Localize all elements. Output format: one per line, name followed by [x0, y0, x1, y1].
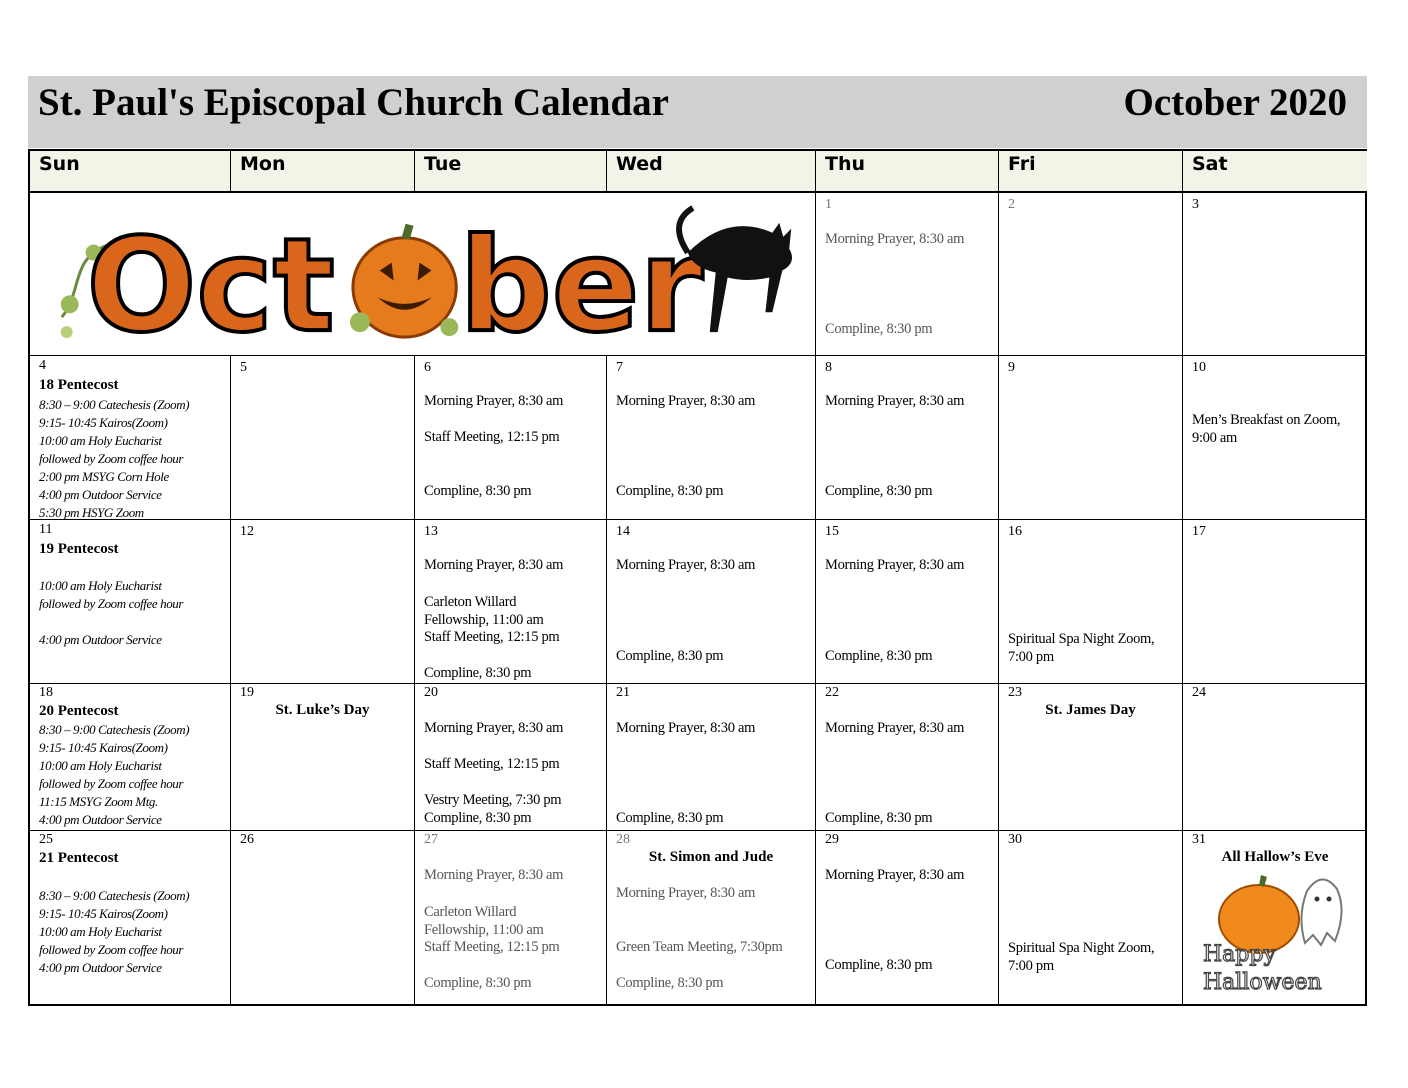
schedule-line: followed by Zoom coffee hour — [39, 776, 184, 791]
jack-o-lantern-icon — [350, 224, 458, 337]
day-cell-25 — [30, 831, 231, 1006]
day-number: 16 — [1008, 524, 1022, 539]
calendar-grid — [28, 149, 1367, 1006]
day-cell-12 — [231, 520, 415, 684]
schedule-line: 10:00 am Holy Eucharist — [39, 924, 162, 939]
day-number: 7 — [616, 360, 623, 375]
happy-text: Happy — [1203, 942, 1276, 967]
day-number: 18 — [39, 685, 53, 700]
event: Compline, 8:30 pm — [825, 321, 933, 337]
day-cell-18 — [30, 684, 231, 831]
day-cell-14 — [607, 520, 816, 684]
schedule-line: 8:30 – 9:00 Catechesis (Zoom) — [39, 722, 190, 737]
october-banner — [30, 193, 816, 356]
schedule-line: 4:00 pm Outdoor Service — [39, 632, 162, 647]
day-header-fri: Fri — [999, 151, 1183, 193]
day-cell-10 — [1183, 356, 1367, 520]
day-cell-22 — [816, 684, 999, 831]
day-cell-19 — [231, 684, 415, 831]
event: Morning Prayer, 8:30 am — [424, 720, 564, 736]
calendar-header — [28, 76, 1367, 148]
day-number: 28 — [616, 832, 630, 847]
event: Morning Prayer, 8:30 am — [424, 867, 564, 883]
event: Morning Prayer, 8:30 am — [825, 231, 965, 247]
liturgical-day: 21 Pentecost — [39, 850, 119, 866]
day-cell-2 — [999, 193, 1183, 356]
october-banner-art — [30, 193, 815, 355]
event: Morning Prayer, 8:30 am — [616, 557, 756, 573]
event: Morning Prayer, 8:30 am — [825, 393, 965, 409]
ghost-icon — [1301, 879, 1341, 945]
event: Carleton Willard Fellowship, 11:00 am — [424, 904, 544, 938]
schedule-line: 5:30 pm HSYG Zoom — [39, 505, 144, 520]
day-cell-8 — [816, 356, 999, 520]
day-number: 30 — [1008, 832, 1022, 847]
day-number: 14 — [616, 524, 630, 539]
day-cell-17 — [1183, 520, 1367, 684]
event: Compline, 8:30 pm — [616, 648, 724, 664]
day-cell-4 — [30, 356, 231, 520]
event: Compline, 8:30 pm — [616, 975, 724, 991]
schedule-line: 9:15- 10:45 Kairos(Zoom) — [39, 906, 168, 921]
day-header-sun: Sun — [30, 151, 231, 193]
liturgical-day: 19 Pentecost — [39, 541, 119, 557]
calendar-title: St. Paul's Episcopal Church Calendar — [38, 81, 669, 124]
schedule-line: 4:00 pm Outdoor Service — [39, 487, 162, 502]
event: Compline, 8:30 pm — [825, 483, 933, 499]
day-number: 27 — [424, 832, 438, 847]
schedule-line: 9:15- 10:45 Kairos(Zoom) — [39, 740, 168, 755]
day-number: 29 — [825, 832, 839, 847]
day-number: 19 — [240, 685, 254, 700]
day-number: 22 — [825, 685, 839, 700]
event: Staff Meeting, 12:15 pm — [424, 629, 560, 645]
event: Compline, 8:30 pm — [424, 665, 532, 681]
day-number: 1 — [825, 197, 832, 212]
liturgical-day: 20 Pentecost — [39, 703, 119, 719]
event: Compline, 8:30 pm — [825, 957, 933, 973]
event: Staff Meeting, 12:15 pm — [424, 939, 560, 955]
feast-day: St. Simon and Jude — [648, 849, 774, 865]
event: Morning Prayer, 8:30 am — [424, 393, 564, 409]
day-cell-5 — [231, 356, 415, 520]
day-header-wed: Wed — [607, 151, 816, 193]
day-cell-28 — [607, 831, 816, 1006]
feast-day: St. Luke’s Day — [275, 702, 370, 718]
event: Morning Prayer, 8:30 am — [616, 393, 756, 409]
schedule-line: followed by Zoom coffee hour — [39, 942, 184, 957]
day-number: 20 — [424, 685, 438, 700]
event: Spiritual Spa Night Zoom, 7:00 pm — [1008, 940, 1155, 974]
event: Compline, 8:30 pm — [424, 975, 532, 991]
feast-day: All Hallow’s Eve — [1221, 849, 1329, 865]
day-number: 4 — [39, 358, 46, 373]
day-cell-9 — [999, 356, 1183, 520]
day-cell-30 — [999, 831, 1183, 1006]
day-cell-3 — [1183, 193, 1367, 356]
day-cell-23 — [999, 684, 1183, 831]
event: Staff Meeting, 12:15 pm — [424, 756, 560, 772]
day-cell-26 — [231, 831, 415, 1006]
day-number: 31 — [1192, 832, 1206, 847]
event: Spiritual Spa Night Zoom, 7:00 pm — [1008, 631, 1155, 665]
calendar-month: October 2020 — [1123, 81, 1347, 124]
schedule-line: 9:15- 10:45 Kairos(Zoom) — [39, 415, 168, 430]
event: Compline, 8:30 pm — [616, 810, 724, 826]
schedule-line: 4:00 pm Outdoor Service — [39, 960, 162, 975]
event: Compline, 8:30 pm — [616, 483, 724, 499]
schedule-line: 2:00 pm MSYG Corn Hole — [39, 469, 169, 484]
happy-halloween-art — [1197, 871, 1357, 999]
day-number: 10 — [1192, 360, 1206, 375]
day-number: 15 — [825, 524, 839, 539]
schedule-line: 8:30 – 9:00 Catechesis (Zoom) — [39, 397, 190, 412]
schedule-line: 4:00 pm Outdoor Service — [39, 812, 162, 827]
day-number: 8 — [825, 360, 832, 375]
day-number: 12 — [240, 524, 254, 539]
event: Morning Prayer, 8:30 am — [825, 557, 965, 573]
day-cell-29 — [816, 831, 999, 1006]
schedule-line: 10:00 am Holy Eucharist — [39, 758, 162, 773]
event: Compline, 8:30 pm — [825, 648, 933, 664]
schedule-line: 11:15 MSYG Zoom Mtg. — [39, 794, 158, 809]
day-number: 17 — [1192, 524, 1206, 539]
event: Compline, 8:30 pm — [424, 483, 532, 499]
day-header-sat: Sat — [1183, 151, 1367, 193]
event: Carleton Willard Fellowship, 11:00 am — [424, 594, 544, 628]
day-number: 21 — [616, 685, 630, 700]
event: Green Team Meeting, 7:30pm — [616, 939, 783, 955]
day-cell-7 — [607, 356, 816, 520]
day-cell-11 — [30, 520, 231, 684]
event: Morning Prayer, 8:30 am — [424, 557, 564, 573]
event: Compline, 8:30 pm — [825, 810, 933, 826]
day-header-thu: Thu — [816, 151, 999, 193]
day-cell-13 — [415, 520, 607, 684]
event: Compline, 8:30 pm — [424, 810, 532, 826]
day-number: 9 — [1008, 360, 1015, 375]
day-number: 11 — [39, 522, 53, 537]
event: Morning Prayer, 8:30 am — [616, 885, 756, 901]
day-cell-6 — [415, 356, 607, 520]
day-number: 3 — [1192, 197, 1199, 212]
day-cell-27 — [415, 831, 607, 1006]
day-number: 23 — [1008, 685, 1022, 700]
day-number: 5 — [240, 360, 247, 375]
day-header-mon: Mon — [231, 151, 415, 193]
schedule-line: followed by Zoom coffee hour — [39, 451, 184, 466]
event: Men’s Breakfast on Zoom, 9:00 am — [1192, 412, 1341, 446]
day-number: 2 — [1008, 197, 1015, 212]
day-number: 26 — [240, 832, 254, 847]
day-cell-31 — [1183, 831, 1367, 1006]
event: Staff Meeting, 12:15 pm — [424, 429, 560, 445]
halloween-text: Halloween — [1203, 970, 1322, 995]
event: Morning Prayer, 8:30 am — [616, 720, 756, 736]
day-number: 6 — [424, 360, 431, 375]
schedule-line: 8:30 – 9:00 Catechesis (Zoom) — [39, 888, 190, 903]
liturgical-day: 18 Pentecost — [39, 377, 119, 393]
banner-word-end: ber — [459, 211, 704, 355]
feast-day: St. James Day — [1045, 702, 1136, 718]
day-number: 13 — [424, 524, 438, 539]
day-cell-20 — [415, 684, 607, 831]
day-cell-24 — [1183, 684, 1367, 831]
day-header-tue: Tue — [415, 151, 607, 193]
schedule-line: followed by Zoom coffee hour — [39, 596, 184, 611]
day-cell-1 — [816, 193, 999, 356]
event: Vestry Meeting, 7:30 pm — [424, 792, 562, 808]
event: Morning Prayer, 8:30 am — [825, 720, 965, 736]
day-number: 25 — [39, 832, 53, 847]
day-cell-15 — [816, 520, 999, 684]
banner-word-start: Oct — [86, 211, 335, 355]
schedule-line: 10:00 am Holy Eucharist — [39, 433, 162, 448]
day-cell-16 — [999, 520, 1183, 684]
event: Morning Prayer, 8:30 am — [825, 867, 965, 883]
day-cell-21 — [607, 684, 816, 831]
day-number: 24 — [1192, 685, 1206, 700]
schedule-line: 10:00 am Holy Eucharist — [39, 578, 162, 593]
